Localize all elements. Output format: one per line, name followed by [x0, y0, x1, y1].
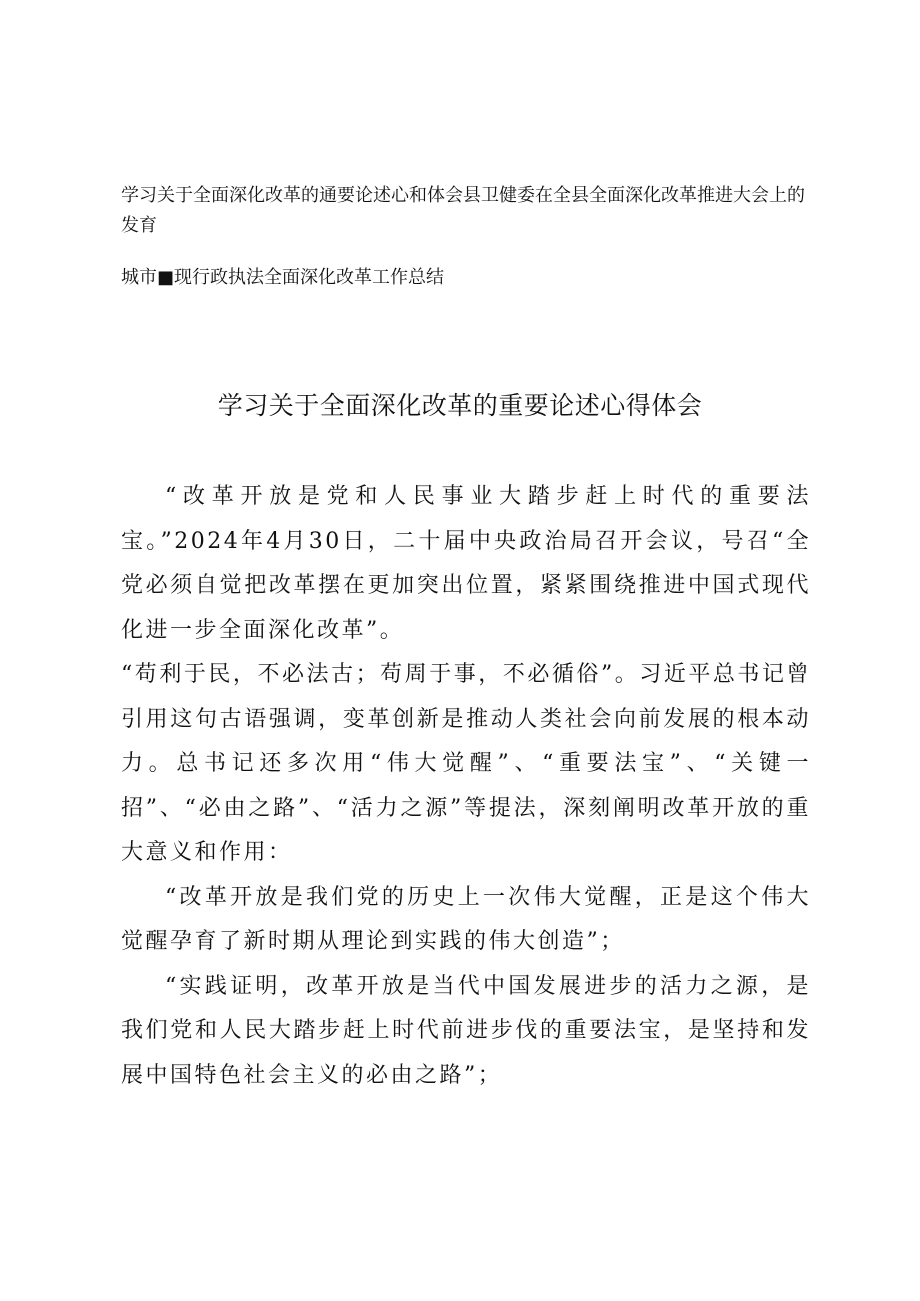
related-articles-list [121, 181, 821, 315]
document-title: 学习关于全面深化改革的重要论述心得体会 [217, 391, 703, 420]
body-paragraph: “改革开放是党和人民事业大踏步赶上时代的重要法宝。”2024年4月30日，二十届中央政治局召开会议，号召“全党必须自觉把改革摆在更加突出位置，紧紧围绕推进中国式现代化进一步全面深化改革”。 [121, 484, 811, 643]
body-paragraph: “苟利于民，不必法古；苟周于事，不必循俗”。习近平总书记曾引用这句古语强调，变革创新是推动人类社会向前发展的根本动力。总书记还多次用“伟大觉醒”、“重要法宝”、“关键一招”、“必由之路”、“活力之源”等提法，深刻阐明改革开放的重大意义和作用： [121, 662, 811, 865]
related-article-link[interactable]: 城市■现行政执法全面深化改革工作总结 [121, 267, 445, 288]
related-article-link[interactable]: 学习关于全面深化改革的通要论述心和体会县卫健委在全县全面深化改革推进大会上的发育 [121, 185, 805, 236]
body-paragraph: “实践证明，改革开放是当代中国发展进步的活力之源，是我们党和人民大踏步赶上时代前进步伐的重要法宝，是坚持和发展中国特色社会主义的必由之路”； [121, 973, 811, 1088]
document-body [121, 475, 811, 1098]
body-paragraph: “改革开放是我们党的历史上一次伟大觉醒，正是这个伟大觉醒孕育了新时期从理论到实践的伟大创造”； [121, 884, 811, 954]
